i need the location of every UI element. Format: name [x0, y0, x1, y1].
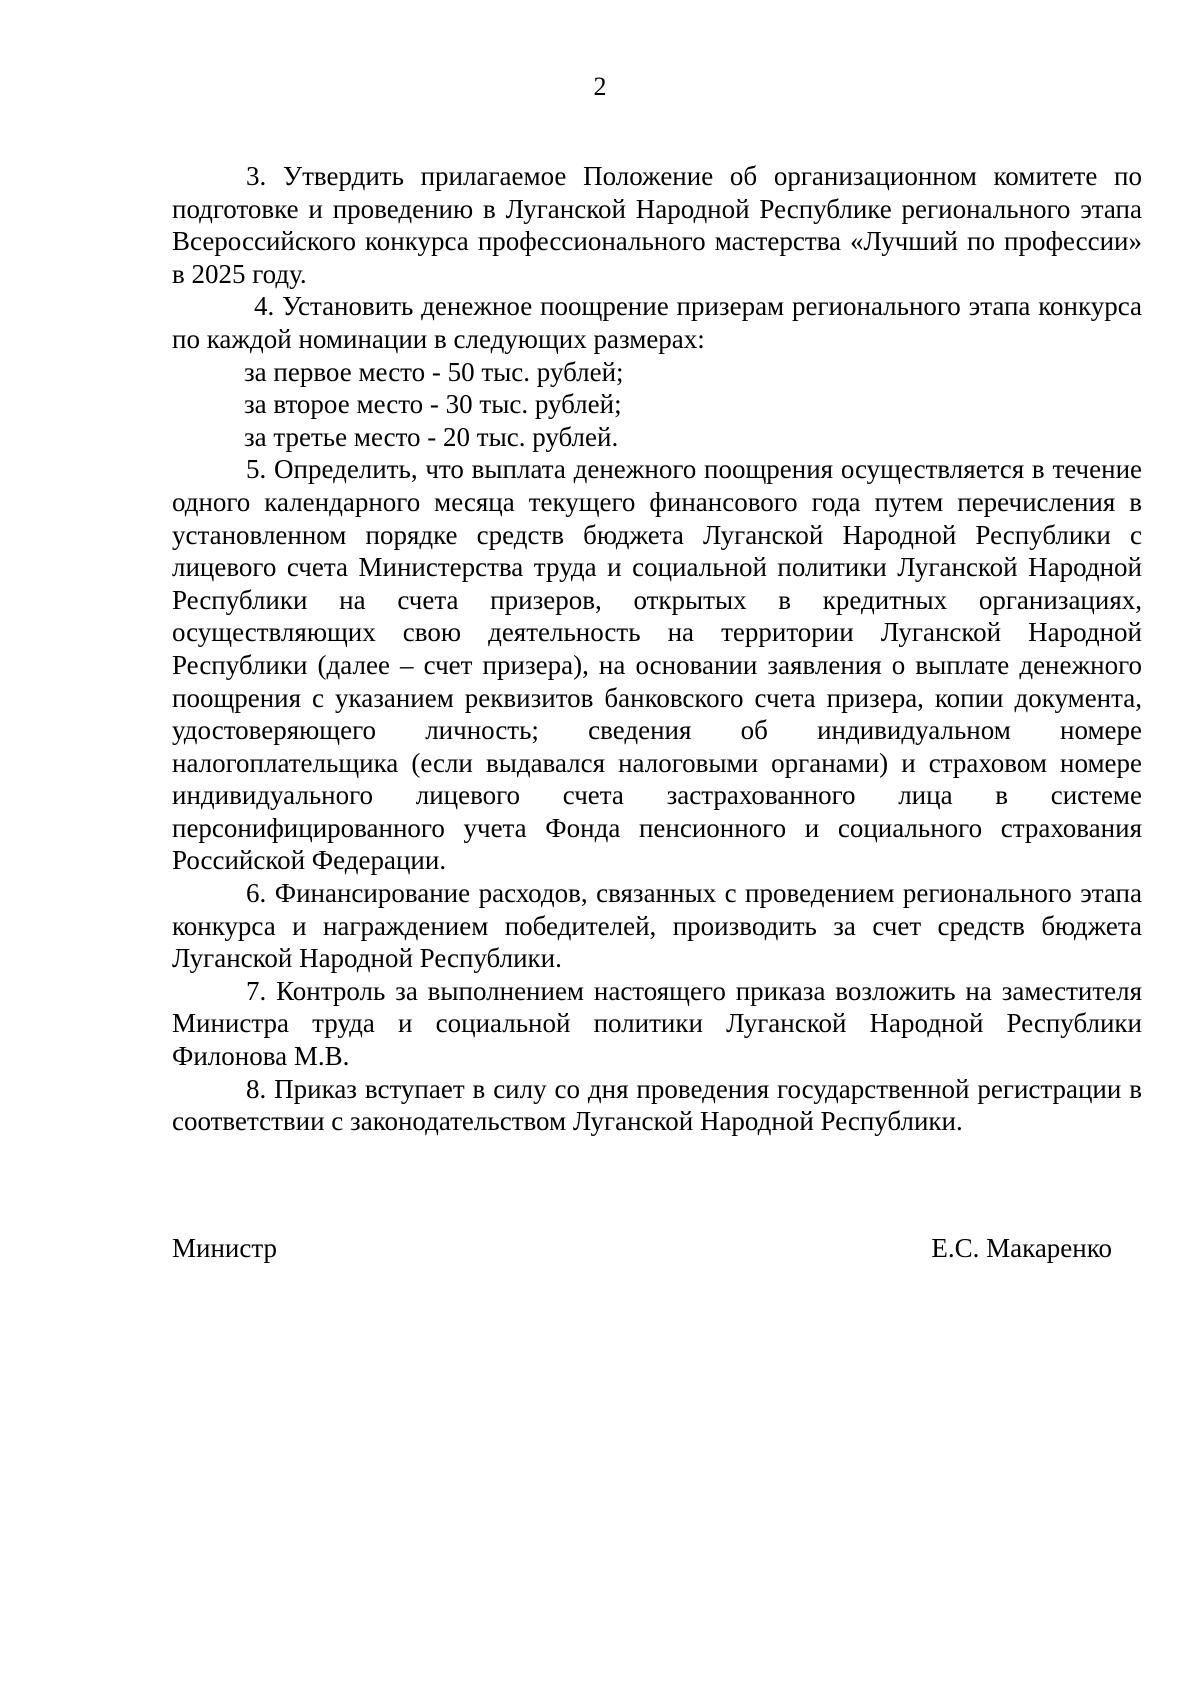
award-third-place: за третье место - 20 тыс. рублей. [244, 421, 619, 452]
paragraph-6: 6. Финансирование расходов, связанных с проведением регионального этапа конкурса и награждением победителей, производить за счет средств бюджета Луганской Народной Республики. [172, 878, 1142, 974]
paragraph-4: 4. Установить денежное поощрение призерам регионального этапа конкурса по каждой номинации в следующих размерах: [172, 291, 1142, 354]
award-second-place: за второе место - 30 тыс. рублей; [244, 389, 622, 420]
award-first-place: за первое место - 50 тыс. рублей; [244, 356, 624, 387]
paragraph-5: 5. Определить, что выплата денежного поощрения осуществляется в течение одного календарного месяца текущего финансового года путем перечисления в установленном порядке средств бюджета Луганской Народной Республики с лицевого счета Министерства труда и социальной политики Луганской Народной Республики на счета призеров, открытых в кредитных организациях, осуществляющих свою деятельность на территории Луганской Народной Республики (далее – счет призера), на основании заявления о выплате денежного поощрения с указанием реквизитов банковского счета призера, копии документа, удостоверяющего личность; сведения об индивидуальном номере налогоплательщика (если выдавался налоговыми органами) и страховом номере индивидуального лицевого счета застрахованного лица в системе персонифицированного учета Фонда пенсионного и социального страхования Российской Федерации. [172, 454, 1142, 876]
signatory-name: Е.С. Макаренко [931, 1233, 1112, 1263]
paragraph-7: 7. Контроль за выполнением настоящего приказа возложить на заместителя Министра труда и социальной политики Луганской Народной Республики Филонова М.В. [172, 975, 1142, 1072]
page-number: 2 [593, 72, 607, 101]
signatory-title: Министр [172, 1233, 277, 1263]
paragraph-3: 3. Утвердить прилагаемое Положение об организационном комитете по подготовке и проведению в Луганской Народной Республике регионального этапа Всероссийского конкурса профессионального мастерства «Лучший по профессии» в 2025 году. [172, 161, 1142, 289]
document-body [172, 160, 1142, 1138]
paragraph-8: 8. Приказ вступает в силу со дня проведения государственной регистрации в соответствии с законодательством Луганской Народной Республики. [172, 1073, 1142, 1137]
